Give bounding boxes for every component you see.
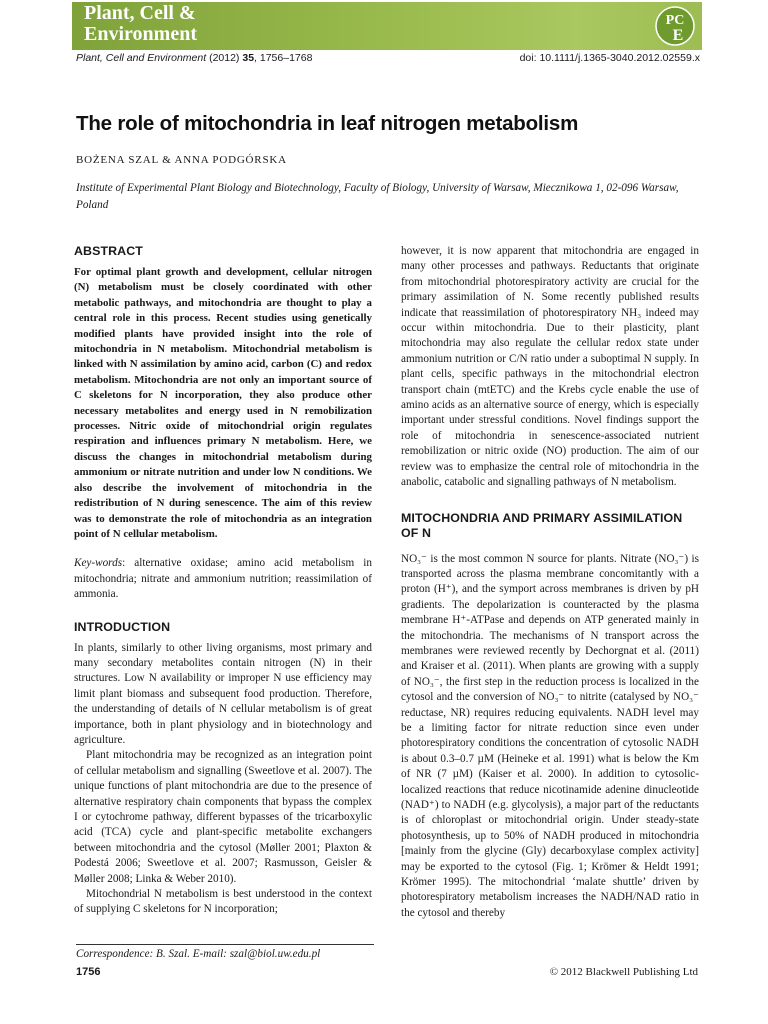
intro-paragraph-2: Plant mitochondria may be recognized as an integration point of cellular metabolism and signalling (Sweetlove et al. 2007). The unique functions of plant mitochondria are due to the presence of alternative respiratory chain components that bypass the complex I or cytochrome pathway, different bypasses of the tricarboxylic acid (TCA) cycle and plant-specific metabolite exchangers between mitochondria and the cytosol (Møller 2001; Plaxton & Podestá 2006; Sweetlove et al. 2007; Rasmusson, Geisler & Møller 2008; Linka & Weber 2010).: [74, 749, 372, 885]
affiliation: Institute of Experimental Plant Biology and Biotechnology, Faculty of Biology, University of Warsaw, Miecznikowa 1, 02-096 Warsaw, Poland: [76, 182, 679, 211]
keywords-label: Key-words: [74, 557, 123, 570]
intro-continuation: however, it is now apparent that mitochondria are engaged in many other processes and pathways. Reductants that originate from mitochondrial photorespiratory activity are crucial for the primary assimilation of N. Some recently published results indicate that reassimilation of photorespiratory NH₃ indeed may occur within mitochondria. Due to their plasticity, plant mitochondria may also regulate the cellular redox state under ammonium nutrition or C/N ratio under a suboptimal N supply. In plant cells, specific pathways in the mitochondrial electron transport chain (mtETC) and the Krebs cycle enable the use of amino acids as an alternative source of energy, which is especially important under stressful conditions. Novel findings support the role of mitochondria in senescence-associated nutrient remobilization or nitric oxide (NO) production. The aim of our review was to emphasize the central role of mitochondria in the anabolic, catabolic and signalling pathways of N metabolism.: [401, 245, 699, 489]
journal-volume: 35: [242, 52, 255, 64]
logo-pc-text: PC: [665, 13, 685, 28]
journal-citation: [76, 52, 312, 64]
journal-year: (2012): [209, 52, 240, 64]
journal-banner: [72, 2, 702, 50]
authors: BOŻENA SZAL & ANNA PODGÓRSKA: [76, 154, 287, 166]
copyright: © 2012 Blackwell Publishing Ltd: [549, 966, 698, 978]
introduction-heading: INTRODUCTION: [74, 619, 171, 634]
journal-name-banner: [84, 3, 304, 45]
journal-pages: , 1756–1768: [254, 52, 313, 64]
right-column: [401, 244, 699, 921]
mitochondria-section-heading: MITOCHONDRIA AND PRIMARY ASSIMILATION OF N: [401, 510, 683, 540]
left-column: [74, 244, 372, 918]
page-number: 1756: [76, 966, 101, 978]
journal-name: Plant, Cell and Environment: [76, 52, 207, 64]
doi[interactable]: doi: 10.1111/j.1365-3040.2012.02559.x: [519, 52, 700, 64]
intro-paragraph-3: Mitochondrial N metabolism is best understood in the context of supplying C skeletons for N incorporation;: [74, 888, 372, 916]
banner-title-line2: Environment: [84, 23, 197, 45]
abstract-text: For optimal plant growth and development, cellular nitrogen (N) metabolism must be closely coordinated with other metabolic pathways, and mitochondria are thought to play a central role in this process. Recent studies using genetically modified plants have provided insight into the role of mitochondria in N metabolism. Mitochondrial metabolism is linked with N assimilation by amino acid, carbon (C) and redox metabolism. Mitochondria are not only an important source of C skeletons for N incorporation, they also produce other necessary metabolites and energy used in N remobilization processes. Nitric oxide of mitochondrial origin regulates respiration and influences primary N metabolism. Here, we discuss the changes in mitochondrial metabolism during ammonium or nitrate nutrition and under low N conditions. We also describe the involvement of mitochondria in the redistribution of N during senescence. The aim of this review was to demonstrate the role of mitochondria as an integration point of N cellular metabolism.: [74, 266, 372, 540]
intro-paragraph-1: In plants, similarly to other living organisms, most primary and many secondary metabolites contain nitrogen (N) in their structures. Low N availability or improper N use efficiency may limit plant biomass and subsequent food production. Therefore, the understanding of details of N cellular metabolism is of great importance, both in plant physiology and in biotechnology and agriculture.: [74, 641, 372, 746]
mitochondria-section-text: NO₃⁻ is the most common N source for plants. Nitrate (NO₃⁻) is transported across the plasma membrane concomitantly with a proton (H⁺), and the symport across membranes is driven by pH gradients. The depolarization is counteracted by the plasma membrane H⁺-ATPase and depends on ATP generated mainly in the mitochondria. The mechanisms of N transport across the membranes were reviewed recently by Dechorgnat et al. (2011) and Kraiser et al. (2011). When plants are growing with a supply of NO₃⁻, the first step in the reduction process is localized in the cytosol and the conversion of NO₃⁻ to nitrite (catalysed by NO₃⁻ reductase, NR) requires reducing equivalents. NADH level may be a limiting factor for nitrate reduction since even under photorespiratory conditions the concentration of cytosolic NADH is about 0.3–0.7 µM (Heineke et al. 1991) what is below the Km of NR (7 µM) (Kaiser et al. 2000). In addition to cytosolic-localized reactions that reduce nicotinamide adenine dinucleotide (NAD⁺) to NADH (e.g. glycolysis), a major part of the reductants is of chloroplast or mitochondrial origin. Under steady-state photosynthesis, up to 50% of NADH produced in mitochondria [mainly from the glycine (Gly) decarboxylase complex activity] may be exported to the cytosol (Fig. 1; Krömer & Heldt 1991; Krömer 1995). The mitochondrial ‘malate shuttle’ driven by photorespiratory metabolism increases the NADH/NAD ratio in the cytosol and thereby: [401, 552, 699, 919]
abstract-heading: ABSTRACT: [74, 244, 143, 258]
article-title: The role of mitochondria in leaf nitrogen metabolism: [76, 112, 579, 135]
keywords: [74, 556, 372, 602]
pce-logo: [654, 5, 696, 47]
keywords-text: : alternative oxidase; amino acid metabolism in mitochondria; nitrate and ammonium nutrition; reassimilation of ammonia.: [74, 557, 372, 601]
logo-e-text: E: [672, 27, 684, 44]
banner-title-line1: Plant, Cell &: [84, 2, 196, 24]
correspondence: Correspondence: B. Szal. E-mail: szal@biol.uw.edu.pl: [76, 944, 374, 960]
